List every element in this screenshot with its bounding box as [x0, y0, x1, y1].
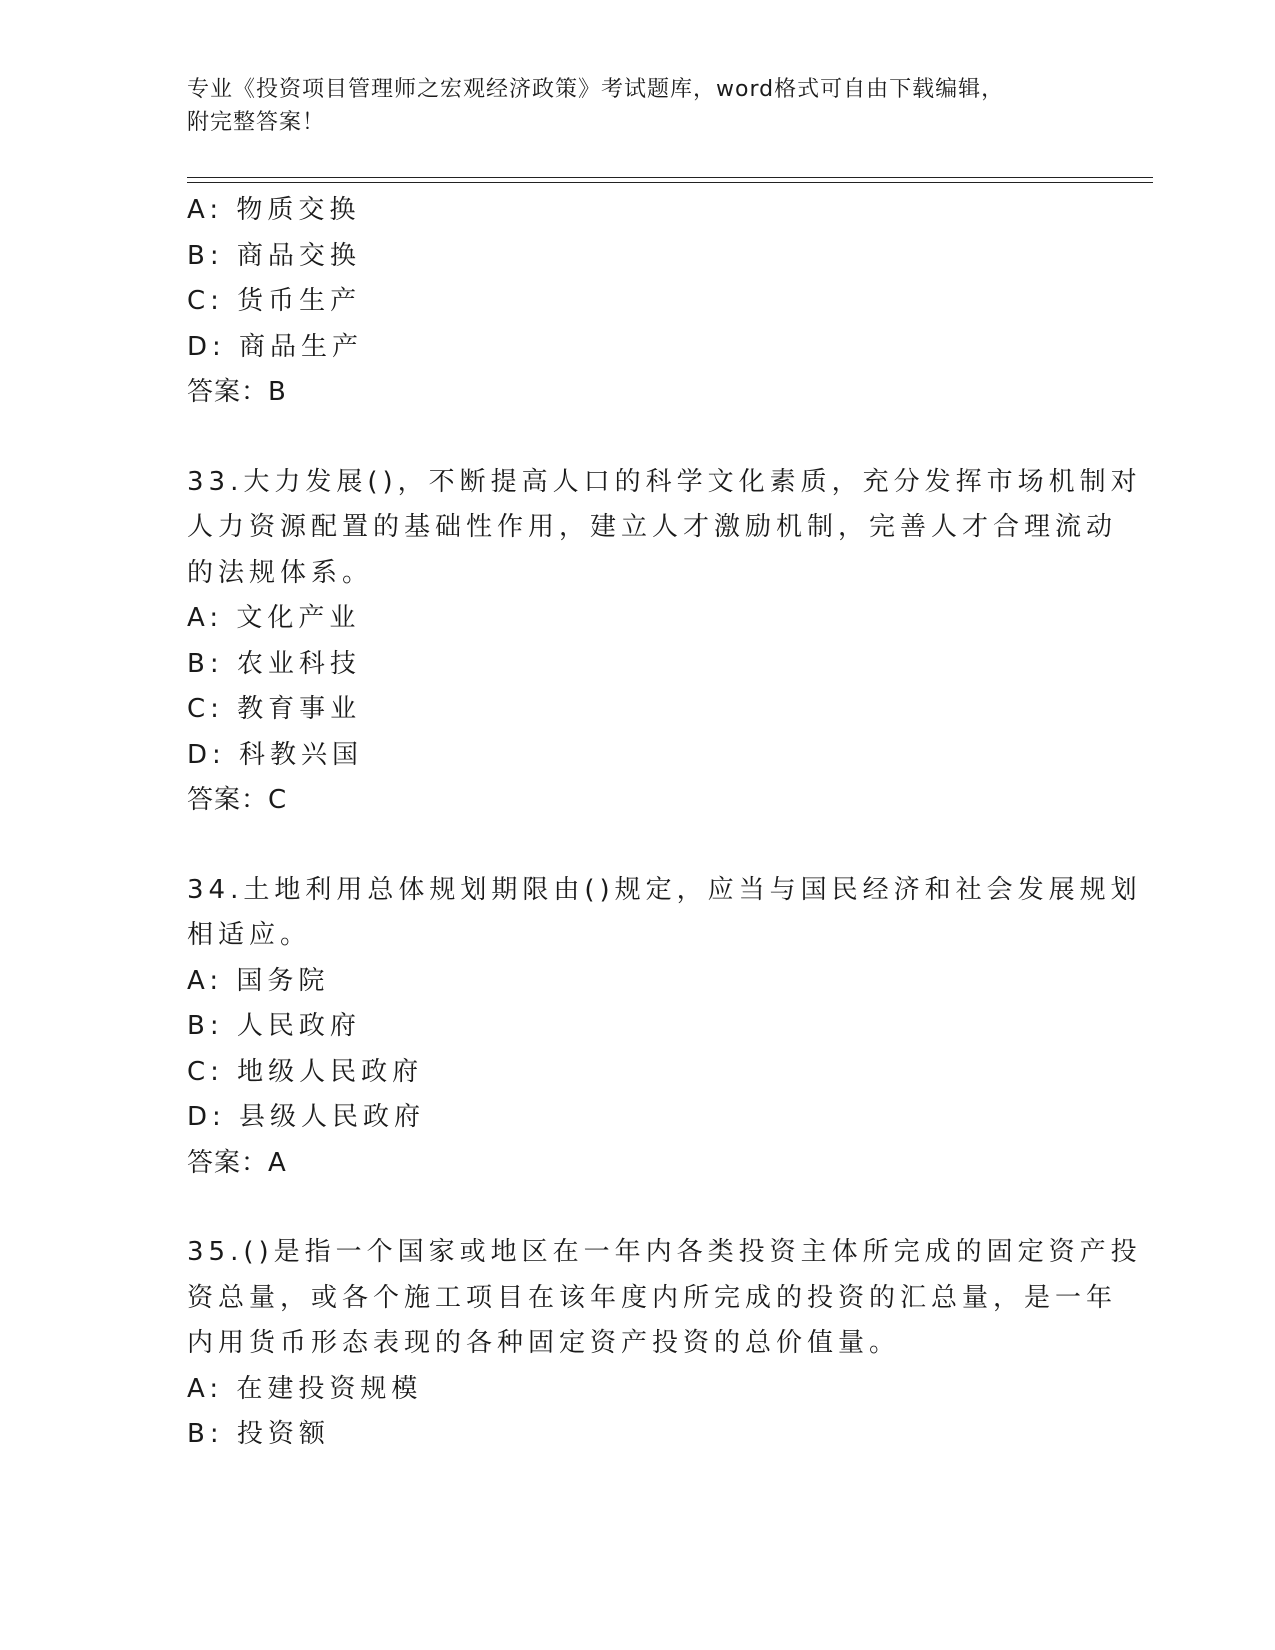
answer: 答案：A: [187, 1147, 287, 1178]
question-stem-line: 相适应。: [187, 920, 312, 950]
question-content: [187, 188, 1142, 1458]
question-33: [187, 460, 1142, 824]
option-b: B: 投资额: [187, 1419, 330, 1449]
question-stem-line: 33.大力发展()，不断提高人口的科学文化素质，充分发挥市场机制对: [187, 466, 1142, 497]
question-stem-line: 35.()是指一个国家或地区在一年内各类投资主体所完成的固定资产投: [187, 1237, 1142, 1267]
answer: 答案：B: [187, 377, 287, 407]
header-divider-bottom: [187, 182, 1153, 183]
header-line-1: 专业《投资项目管理师之宏观经济政策》考试题库，word格式可自由下载编辑，: [187, 77, 1005, 102]
option-c: C: 货币生产: [187, 286, 362, 316]
question-stem-line: 资总量，或各个施工项目在该年度内所完成的投资的汇总量，是一年: [187, 1282, 1118, 1313]
question-35: [187, 1230, 1142, 1458]
option-b: B: 商品交换: [187, 240, 361, 271]
option-c: C: 地级人民政府: [187, 1056, 424, 1087]
question-32-tail: [187, 188, 1087, 416]
option-a: A: 文化产业: [187, 603, 361, 633]
question-stem-line: 人力资源配置的基础性作用，建立人才激励机制，完善人才合理流动: [187, 512, 1118, 542]
option-b: B: 农业科技: [187, 648, 361, 679]
header-line-2: 附完整答案！: [187, 110, 326, 135]
option-d: D: 商品生产: [187, 331, 364, 362]
header-divider-top: [187, 177, 1153, 178]
question-stem-line: 的法规体系。: [187, 557, 374, 588]
option-a: A: 在建投资规模: [187, 1373, 423, 1404]
question-stem-line: 内用货币形态表现的各种固定资产投资的总价值量。: [187, 1328, 901, 1358]
option-d: D: 科教兴国: [187, 739, 364, 770]
option-a: A: 国务院: [187, 965, 330, 996]
option-c: C: 教育事业: [187, 694, 362, 724]
option-b: B: 人民政府: [187, 1011, 361, 1041]
question-34: [187, 868, 1142, 1187]
question-stem-line: 34.土地利用总体规划期限由()规定，应当与国民经济和社会发展规划: [187, 874, 1142, 905]
option-a: A: 物质交换: [187, 195, 361, 225]
answer: 答案：C: [187, 785, 288, 815]
option-d: D: 县级人民政府: [187, 1102, 426, 1132]
document-header: [187, 73, 1067, 139]
